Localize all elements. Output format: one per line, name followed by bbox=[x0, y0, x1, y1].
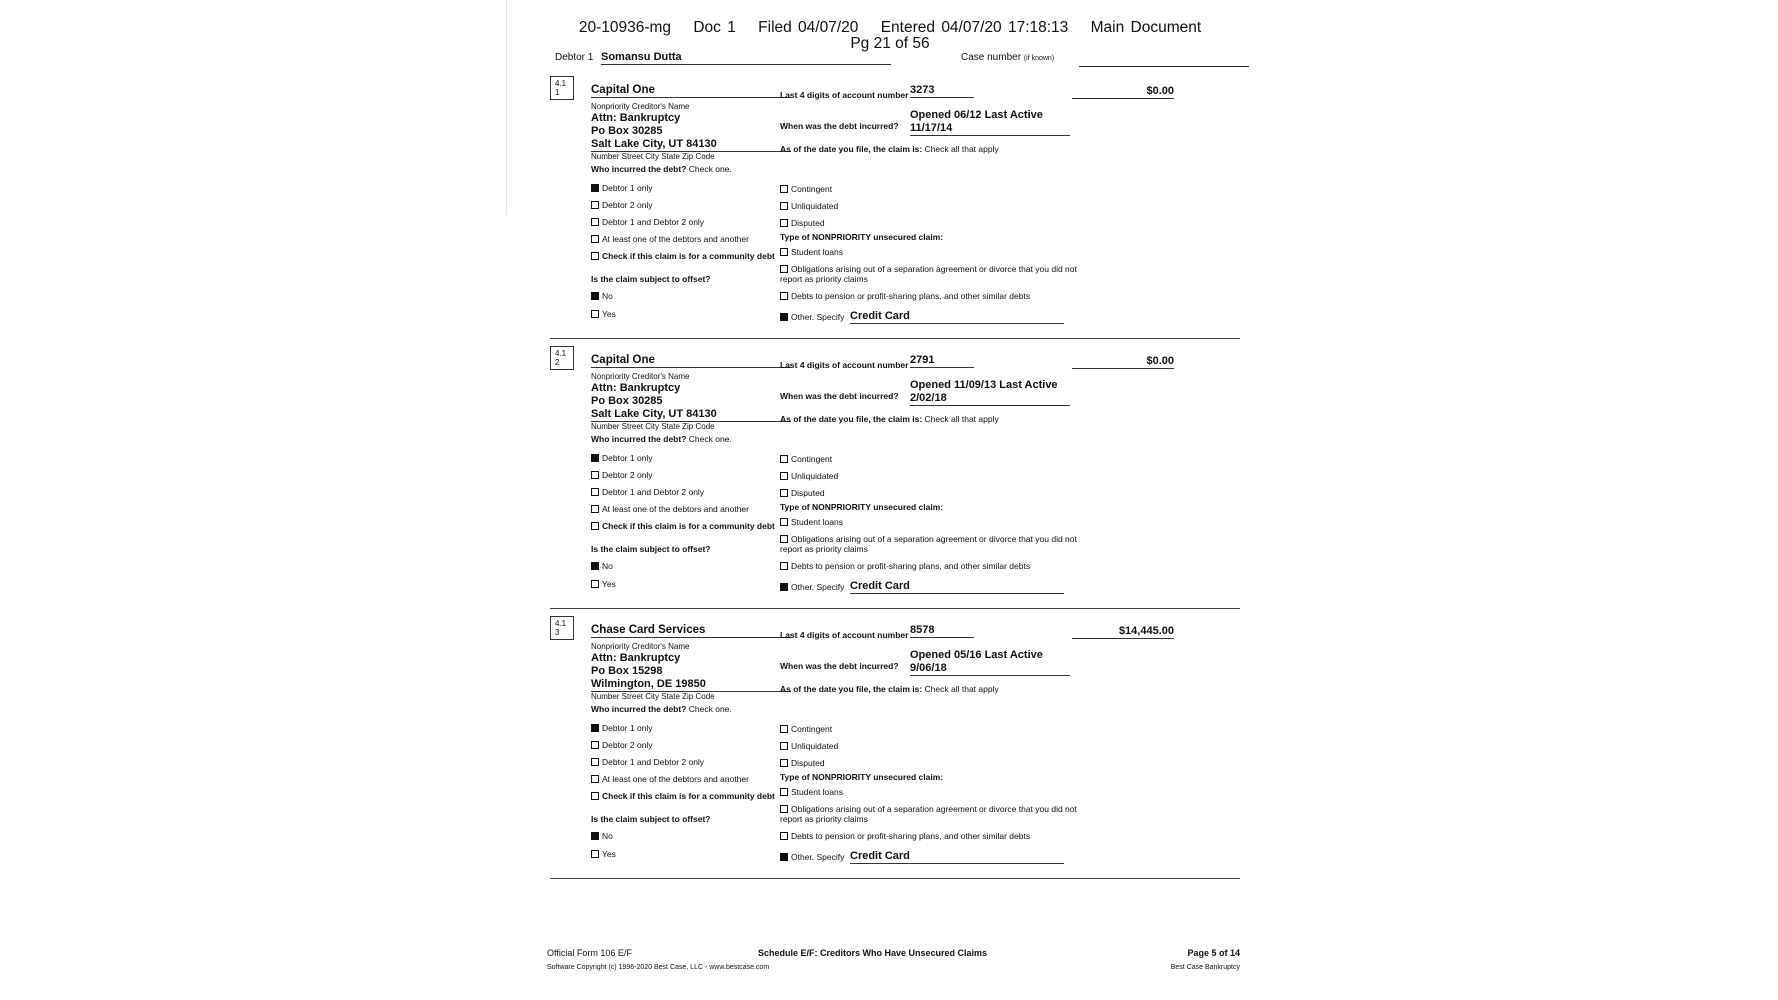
disputed-checkbox[interactable]: Disputed bbox=[780, 488, 825, 498]
offset-no-checkbox[interactable]: No bbox=[591, 561, 613, 571]
claim-type-label: Type of NONPRIORITY unsecured claim: bbox=[780, 232, 944, 242]
debtor1-checkbox[interactable]: Debtor 1 only bbox=[591, 723, 653, 733]
creditor-name: Chase Card Services bbox=[591, 624, 791, 638]
claim-divider bbox=[550, 338, 1240, 339]
account-number-label: Last 4 digits of account number bbox=[780, 630, 909, 640]
debtor-row bbox=[555, 52, 1240, 68]
other-specify-value: Credit Card bbox=[850, 310, 1064, 324]
creditor-address: Attn: Bankruptcy Po Box 30285 Salt Lake City, UT 84130 bbox=[591, 112, 791, 152]
creditor-name: Capital One bbox=[591, 84, 791, 98]
doc-number: Doc 1 bbox=[693, 19, 736, 36]
claim-type-label: Type of NONPRIORITY unsecured claim: bbox=[780, 772, 944, 782]
debtor-name: Somansu Dutta bbox=[601, 51, 891, 65]
student-loans-checkbox[interactable]: Student loans bbox=[780, 247, 843, 257]
community-debt-checkbox[interactable]: Check if this claim is for a community debt bbox=[591, 251, 781, 261]
claim-entry bbox=[550, 616, 1240, 886]
obligations-checkbox[interactable]: Obligations arising out of a separation agreement or divorce that you did not report as priority claims bbox=[780, 534, 1077, 554]
account-number: 8578 bbox=[910, 624, 974, 638]
other-checkbox[interactable]: Other. Specify bbox=[780, 582, 844, 592]
claim-divider bbox=[550, 878, 1240, 879]
debtor1-checkbox[interactable]: Debtor 1 only bbox=[591, 183, 653, 193]
main-document-label: Main Document bbox=[1090, 19, 1202, 36]
debtor2-checkbox[interactable]: Debtor 2 only bbox=[591, 740, 653, 750]
debtor1-checkbox[interactable]: Debtor 1 only bbox=[591, 453, 653, 463]
creditor-name-label: Nonpriority Creditor's Name bbox=[591, 372, 690, 381]
case-number-stamp: 20-10936-mg bbox=[578, 19, 672, 36]
offset-no-checkbox[interactable]: No bbox=[591, 831, 613, 841]
claim-amount: $0.00 bbox=[1072, 85, 1174, 99]
unliquidated-checkbox[interactable]: Unliquidated bbox=[780, 201, 838, 211]
debtor2-checkbox[interactable]: Debtor 2 only bbox=[591, 470, 653, 480]
account-number: 2791 bbox=[910, 354, 974, 368]
vendor-name: Best Case Bankruptcy bbox=[1170, 964, 1240, 971]
at-least-one-checkbox[interactable]: At least one of the debtors and another bbox=[591, 504, 749, 514]
creditor-name: Capital One bbox=[591, 354, 791, 368]
obligations-checkbox[interactable]: Obligations arising out of a separation agreement or divorce that you did not report as priority claims bbox=[780, 264, 1077, 284]
offset-label: Is the claim subject to offset? bbox=[591, 544, 711, 554]
scan-edge-line bbox=[506, 0, 507, 215]
case-number-field bbox=[1079, 66, 1249, 67]
claim-type-label: Type of NONPRIORITY unsecured claim: bbox=[780, 502, 944, 512]
account-number-label: Last 4 digits of account number bbox=[780, 90, 909, 100]
offset-yes-checkbox[interactable]: Yes bbox=[591, 579, 616, 589]
at-least-one-checkbox[interactable]: At least one of the debtors and another bbox=[591, 774, 749, 784]
form-number: Official Form 106 E/F bbox=[547, 948, 632, 958]
other-specify-value: Credit Card bbox=[850, 580, 1064, 594]
claim-number: 4.1 1 bbox=[550, 76, 574, 100]
filed-date: Filed 04/07/20 bbox=[758, 19, 859, 36]
claim-number: 4.1 2 bbox=[550, 346, 574, 370]
opened-dates: Opened 06/12 Last Active 11/17/14 bbox=[910, 109, 1070, 136]
offset-yes-checkbox[interactable]: Yes bbox=[591, 309, 616, 319]
pension-checkbox[interactable]: Debts to pension or profit-sharing plans, and other similar debts bbox=[780, 561, 1030, 571]
document-page bbox=[540, 0, 1240, 1000]
debtor1-and-2-checkbox[interactable]: Debtor 1 and Debtor 2 only bbox=[591, 757, 704, 767]
account-number: 3273 bbox=[910, 84, 974, 98]
debtor2-checkbox[interactable]: Debtor 2 only bbox=[591, 200, 653, 210]
when-incurred-label: When was the debt incurred? bbox=[780, 661, 899, 671]
contingent-checkbox[interactable]: Contingent bbox=[780, 454, 832, 464]
at-least-one-checkbox[interactable]: At least one of the debtors and another bbox=[591, 234, 749, 244]
address-label: Number Street City State Zip Code bbox=[591, 422, 715, 431]
obligations-checkbox[interactable]: Obligations arising out of a separation agreement or divorce that you did not report as priority claims bbox=[780, 804, 1077, 824]
pension-checkbox[interactable]: Debts to pension or profit-sharing plans, and other similar debts bbox=[780, 831, 1030, 841]
entered-date: Entered 04/07/20 17:18:13 bbox=[880, 19, 1069, 36]
debtor1-and-2-checkbox[interactable]: Debtor 1 and Debtor 2 only bbox=[591, 487, 704, 497]
claim-amount: $0.00 bbox=[1072, 355, 1174, 369]
schedule-title: Schedule E/F: Creditors Who Have Unsecured Claims bbox=[758, 948, 988, 958]
offset-label: Is the claim subject to offset? bbox=[591, 274, 711, 284]
student-loans-checkbox[interactable]: Student loans bbox=[780, 517, 843, 527]
other-specify-value: Credit Card bbox=[850, 850, 1064, 864]
software-copyright: Software Copyright (c) 1996-2020 Best Case, LLC - www.bestcase.com bbox=[547, 964, 770, 971]
who-incurred-label: Who incurred the debt? Check one. bbox=[591, 164, 732, 174]
community-debt-checkbox[interactable]: Check if this claim is for a community debt bbox=[591, 521, 781, 531]
pension-checkbox[interactable]: Debts to pension or profit-sharing plans, and other similar debts bbox=[780, 291, 1030, 301]
claim-number: 4.1 3 bbox=[550, 616, 574, 640]
when-incurred-label: When was the debt incurred? bbox=[780, 391, 899, 401]
case-number-label: Case number (if known) bbox=[961, 52, 1055, 63]
claim-amount: $14,445.00 bbox=[1072, 625, 1174, 639]
creditor-address: Attn: Bankruptcy Po Box 30285 Salt Lake City, UT 84130 bbox=[591, 382, 791, 422]
address-label: Number Street City State Zip Code bbox=[591, 152, 715, 161]
unliquidated-checkbox[interactable]: Unliquidated bbox=[780, 471, 838, 481]
court-header bbox=[540, 20, 1240, 52]
creditor-name-label: Nonpriority Creditor's Name bbox=[591, 642, 690, 651]
claim-status-label: As of the date you file, the claim is: Check all that apply bbox=[780, 414, 999, 424]
claim-entry bbox=[550, 76, 1240, 346]
contingent-checkbox[interactable]: Contingent bbox=[780, 184, 832, 194]
who-incurred-label: Who incurred the debt? Check one. bbox=[591, 434, 732, 444]
page-count: Pg 21 of 56 bbox=[850, 35, 930, 52]
offset-yes-checkbox[interactable]: Yes bbox=[591, 849, 616, 859]
debtor1-and-2-checkbox[interactable]: Debtor 1 and Debtor 2 only bbox=[591, 217, 704, 227]
page-number: Page 5 of 14 bbox=[1187, 948, 1240, 958]
unliquidated-checkbox[interactable]: Unliquidated bbox=[780, 741, 838, 751]
debtor-label: Debtor 1 bbox=[555, 52, 594, 63]
claim-status-label: As of the date you file, the claim is: Check all that apply bbox=[780, 144, 999, 154]
other-checkbox[interactable]: Other. Specify bbox=[780, 852, 844, 862]
disputed-checkbox[interactable]: Disputed bbox=[780, 758, 825, 768]
other-checkbox[interactable]: Other. Specify bbox=[780, 312, 844, 322]
opened-dates: Opened 05/16 Last Active 9/06/18 bbox=[910, 649, 1070, 676]
address-label: Number Street City State Zip Code bbox=[591, 692, 715, 701]
contingent-checkbox[interactable]: Contingent bbox=[780, 724, 832, 734]
claim-entry bbox=[550, 346, 1240, 616]
creditor-address: Attn: Bankruptcy Po Box 15298 Wilmington, DE 19850 bbox=[591, 652, 791, 692]
opened-dates: Opened 11/09/13 Last Active 2/02/18 bbox=[910, 379, 1070, 406]
who-incurred-label: Who incurred the debt? Check one. bbox=[591, 704, 732, 714]
disputed-checkbox[interactable]: Disputed bbox=[780, 218, 825, 228]
community-debt-checkbox[interactable]: Check if this claim is for a community debt bbox=[591, 791, 781, 801]
claim-status-label: As of the date you file, the claim is: Check all that apply bbox=[780, 684, 999, 694]
creditor-name-label: Nonpriority Creditor's Name bbox=[591, 102, 690, 111]
offset-no-checkbox[interactable]: No bbox=[591, 291, 613, 301]
offset-label: Is the claim subject to offset? bbox=[591, 814, 711, 824]
student-loans-checkbox[interactable]: Student loans bbox=[780, 787, 843, 797]
account-number-label: Last 4 digits of account number bbox=[780, 360, 909, 370]
claim-divider bbox=[550, 608, 1240, 609]
when-incurred-label: When was the debt incurred? bbox=[780, 121, 899, 131]
